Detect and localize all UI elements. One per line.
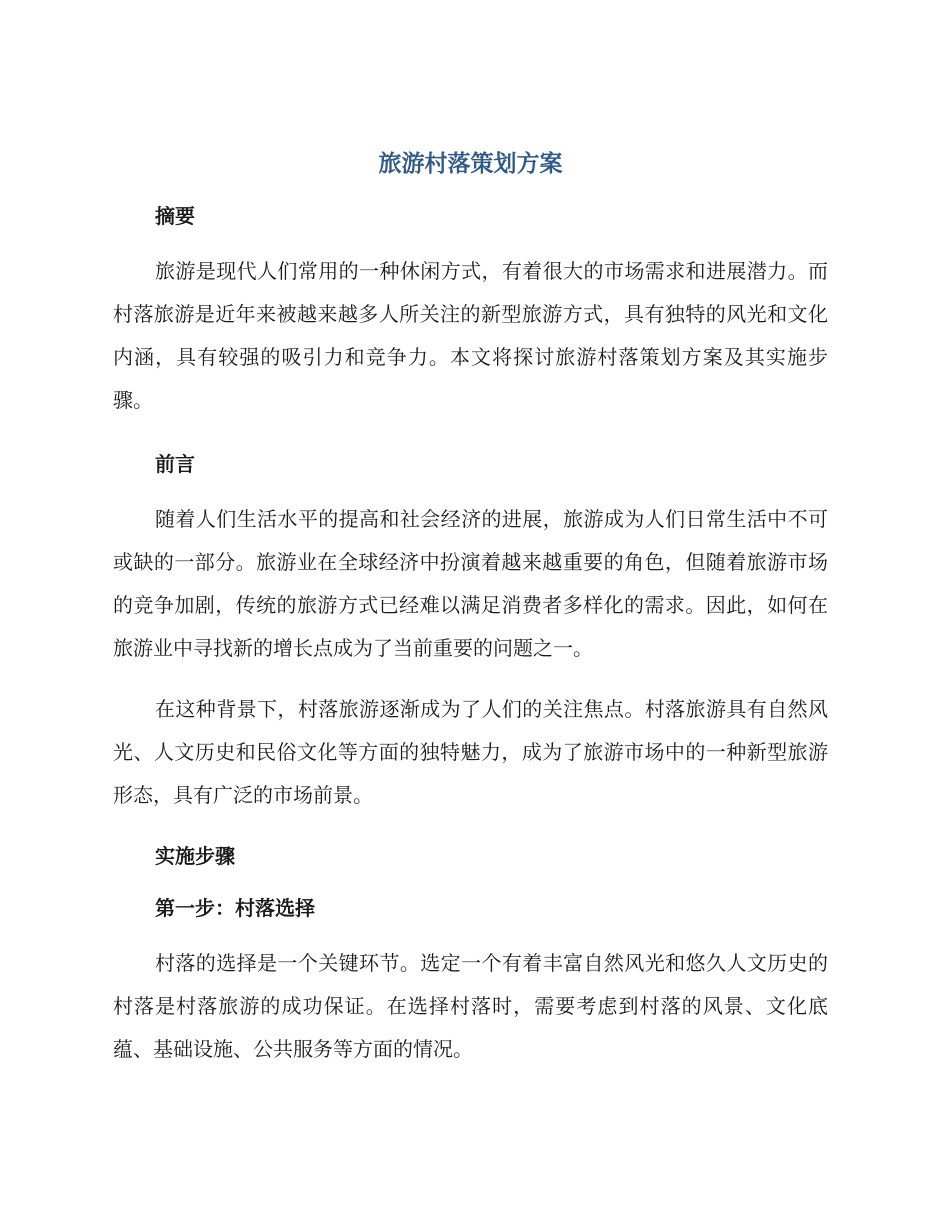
steps-heading: 实施步骤	[155, 844, 235, 868]
preface-heading: 前言	[155, 452, 195, 476]
abstract-paragraph: 旅游是现代人们常用的一种休闲方式，有着很大的市场需求和进展潜力。而村落旅游是近年来被越来越多人所关注的新型旅游方式，具有独特的风光和文化内涵，具有较强的吸引力和竞争力。本文将探讨旅游村落策划方案及其实施步骤。	[113, 259, 828, 412]
preface-paragraph-2: 在这种背景下，村落旅游逐渐成为了人们的关注焦点。村落旅游具有自然风光、人文历史和民俗文化等方面的独特魅力，成为了旅游市场中的一种新型旅游形态，具有广泛的市场前景。	[113, 697, 828, 807]
preface-paragraph-1: 随着人们生活水平的提高和社会经济的进展，旅游成为人们日常生活中不可或缺的一部分。旅游业在全球经济中扮演着越来越重要的角色，但随着旅游市场的竞争加剧，传统的旅游方式已经难以满足消费者多样化的需求。因此，如何在旅游业中寻找新的增长点成为了当前重要的问题之一。	[113, 507, 828, 660]
document-title: 旅游村落策划方案	[378, 151, 563, 177]
abstract-heading: 摘要	[155, 204, 195, 228]
step1-heading: 第一步：村落选择	[155, 896, 315, 920]
step1-paragraph: 村落的选择是一个关键环节。选定一个有着丰富自然风光和悠久人文历史的村落是村落旅游的成功保证。在选择村落时，需要考虑到村落的风景、文化底蕴、基础设施、公共服务等方面的情况。	[113, 951, 828, 1061]
